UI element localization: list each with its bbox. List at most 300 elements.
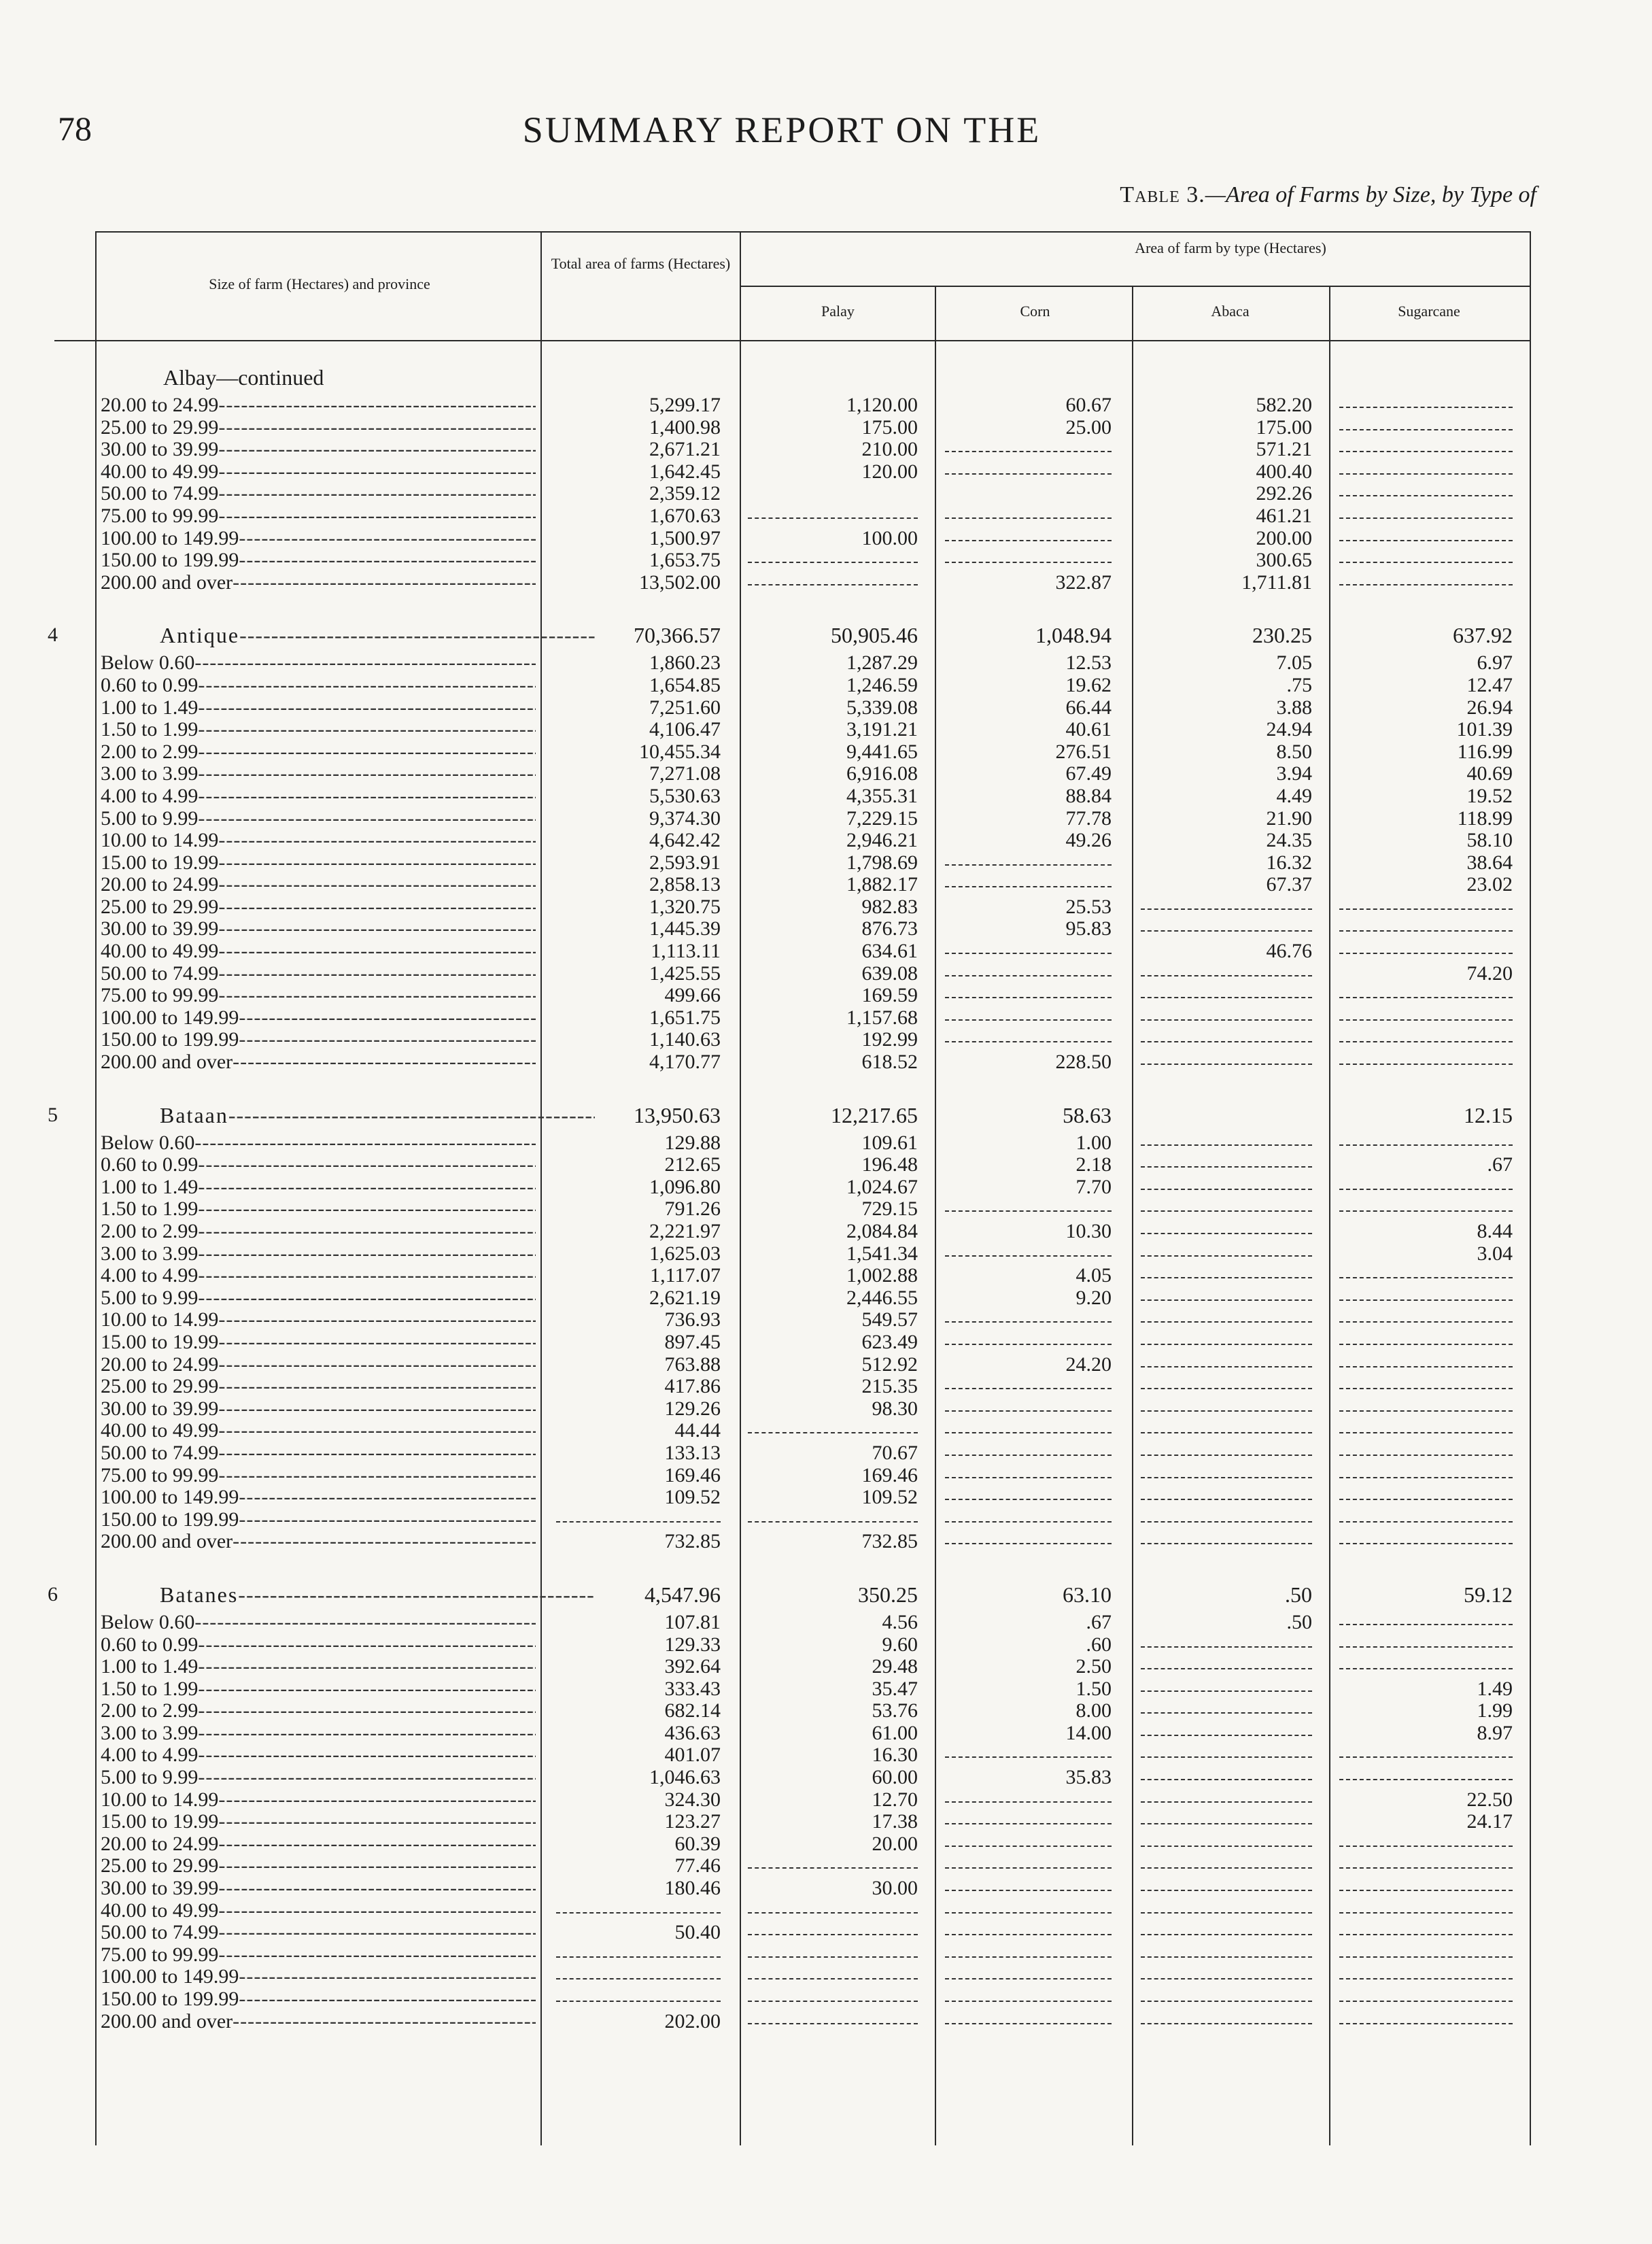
table-row	[0, 1398, 1652, 1421]
empty-cell	[748, 1855, 918, 1869]
empty-cell	[1339, 1634, 1513, 1648]
size-label: Below 0.60 -----	[101, 1612, 536, 1634]
size-label: 100.00 to 149.99 -----	[101, 1966, 536, 1988]
table-row	[0, 1789, 1652, 1812]
cell-abaca: 8.50	[1276, 740, 1312, 763]
empty-cell	[748, 1988, 918, 2002]
cell-sugar: 19.52	[1466, 784, 1513, 807]
cell-abaca: .50	[1285, 1582, 1312, 1607]
empty-cell	[1141, 1744, 1312, 1758]
cell-total: 1,113.11	[651, 940, 721, 963]
cell-total: 4,547.96	[644, 1582, 721, 1607]
cell-palay: 1,120.00	[846, 394, 918, 416]
empty-cell	[945, 1465, 1112, 1478]
cell-palay: 623.49	[861, 1330, 918, 1353]
header-abaca: Abaca	[1211, 303, 1250, 320]
empty-cell	[748, 2011, 918, 2024]
table-row	[0, 1700, 1652, 1722]
table-row	[0, 483, 1652, 505]
table-row	[0, 1944, 1652, 1967]
empty-cell	[1141, 1722, 1312, 1736]
cell-abaca: 7.05	[1276, 651, 1312, 675]
cell-total: 13,502.00	[639, 571, 721, 594]
table-row	[0, 417, 1652, 439]
province-number: 5	[48, 1103, 58, 1126]
table-row	[0, 852, 1652, 874]
cell-total: 129.88	[664, 1131, 721, 1154]
empty-cell	[1339, 1833, 1513, 1847]
cell-corn: 35.83	[1065, 1766, 1112, 1789]
empty-cell	[1141, 1331, 1312, 1345]
empty-cell	[748, 505, 918, 519]
empty-cell	[1141, 1700, 1312, 1714]
empty-cell	[1339, 1198, 1513, 1212]
size-label: 25.00 to 29.99 -----	[101, 1376, 536, 1398]
table-row	[0, 1722, 1652, 1745]
cell-palay: 982.83	[861, 895, 918, 918]
cell-sugar: 12.15	[1464, 1102, 1513, 1127]
empty-cell	[1141, 963, 1312, 976]
cell-abaca: 46.76	[1266, 940, 1312, 963]
empty-cell	[1141, 1900, 1312, 1914]
cell-palay: 70.67	[872, 1441, 918, 1464]
table-row	[0, 1922, 1652, 1944]
cell-palay: 192.99	[861, 1028, 918, 1051]
cell-corn: 24.20	[1065, 1353, 1112, 1376]
cell-total: 1,425.55	[649, 962, 721, 985]
size-label: 50.00 to 74.99 -----	[101, 963, 536, 985]
province-label: Antique -----	[160, 618, 595, 652]
empty-cell	[748, 572, 918, 585]
size-label: 1.50 to 1.99 -----	[101, 1678, 536, 1701]
size-label: 40.00 to 49.99 -----	[101, 940, 536, 963]
size-label: 100.00 to 149.99 -----	[101, 1007, 536, 1030]
cell-sugar: 1.99	[1477, 1699, 1513, 1722]
empty-cell	[1339, 505, 1513, 519]
size-label: 150.00 to 199.99 -----	[101, 1988, 536, 2011]
size-label: 5.00 to 9.99 -----	[101, 1287, 536, 1310]
empty-cell	[945, 1789, 1112, 1803]
cell-sugar: 74.20	[1466, 962, 1513, 985]
cell-palay: 109.61	[861, 1131, 918, 1154]
empty-cell	[1141, 1007, 1312, 1021]
cell-sugar: 8.97	[1477, 1721, 1513, 1744]
empty-cell	[945, 852, 1112, 866]
table-row	[0, 1744, 1652, 1767]
cell-total: 180.46	[664, 1877, 721, 1900]
size-label: 20.00 to 24.99 -----	[101, 394, 536, 417]
empty-cell	[1141, 1988, 1312, 2002]
cell-corn: 4.05	[1075, 1264, 1112, 1287]
empty-cell	[1141, 1420, 1312, 1433]
cell-palay: 169.46	[861, 1463, 918, 1486]
empty-cell	[1141, 918, 1312, 932]
table-row	[0, 1154, 1652, 1176]
cell-palay: 12.70	[872, 1788, 918, 1811]
table-row	[0, 1877, 1652, 1900]
empty-cell	[1141, 1509, 1312, 1523]
empty-cell	[945, 1007, 1112, 1021]
cell-palay: 7,229.15	[846, 806, 918, 830]
cell-corn: 1.00	[1075, 1131, 1112, 1154]
empty-cell	[1339, 2011, 1513, 2024]
cell-sugar: 8.44	[1477, 1220, 1513, 1242]
cell-palay: 30.00	[872, 1877, 918, 1900]
table-row	[0, 785, 1652, 808]
cell-total: 736.93	[664, 1308, 721, 1331]
empty-cell	[1339, 1442, 1513, 1456]
empty-cell	[945, 528, 1112, 541]
cell-corn: 322.87	[1055, 571, 1112, 594]
empty-cell	[1141, 896, 1312, 910]
empty-cell	[1141, 1442, 1312, 1456]
cell-palay: 2,446.55	[846, 1286, 918, 1309]
empty-cell	[945, 1877, 1112, 1891]
empty-cell	[1141, 1051, 1312, 1065]
cell-corn: 7.70	[1075, 1175, 1112, 1198]
cell-total: 109.52	[664, 1486, 721, 1509]
cell-corn: 60.67	[1065, 394, 1112, 416]
cell-sugar: 116.99	[1457, 740, 1513, 763]
size-label: 20.00 to 24.99 -----	[101, 1354, 536, 1376]
cell-total: 44.44	[674, 1419, 721, 1442]
empty-cell	[1339, 1922, 1513, 1935]
row-spacer	[0, 1553, 1652, 1578]
table-row	[0, 1420, 1652, 1442]
size-label: 2.00 to 2.99 -----	[101, 1221, 536, 1243]
cell-total: 417.86	[664, 1375, 721, 1398]
empty-cell	[1339, 1465, 1513, 1478]
cell-corn: 95.83	[1065, 917, 1112, 940]
cell-total: 763.88	[664, 1353, 721, 1376]
cell-abaca: 16.32	[1266, 851, 1312, 874]
cell-palay: 196.48	[861, 1153, 918, 1176]
table-row	[0, 719, 1652, 741]
row-spacer	[0, 594, 1652, 618]
empty-cell	[556, 1509, 721, 1523]
empty-cell	[1339, 483, 1513, 496]
cell-abaca: 461.21	[1256, 504, 1312, 527]
cell-palay: 1,024.67	[846, 1175, 918, 1198]
cell-abaca: 175.00	[1256, 415, 1312, 439]
empty-cell	[1339, 1287, 1513, 1301]
empty-cell	[945, 1243, 1112, 1257]
cell-total: 1,140.63	[649, 1028, 721, 1051]
empty-cell	[1141, 1221, 1312, 1234]
cell-palay: 3,191.21	[846, 718, 918, 741]
cell-corn: 228.50	[1055, 1051, 1112, 1074]
table-row	[0, 1966, 1652, 1988]
cell-palay: 2,946.21	[846, 829, 918, 852]
cell-abaca: 3.94	[1276, 762, 1312, 785]
cell-corn: 19.62	[1065, 673, 1112, 696]
table-row	[0, 1331, 1652, 1354]
cell-total: 50.40	[674, 1921, 721, 1944]
cell-sugar: 26.94	[1466, 696, 1513, 719]
empty-cell	[1339, 1966, 1513, 1979]
empty-cell	[1339, 1309, 1513, 1323]
size-label: 100.00 to 149.99 -----	[101, 1486, 536, 1509]
empty-cell	[945, 1922, 1112, 1935]
empty-cell	[1339, 528, 1513, 541]
table-row	[0, 1051, 1652, 1074]
cell-corn: 10.30	[1065, 1220, 1112, 1242]
cell-abaca: 582.20	[1256, 394, 1312, 416]
cell-total: 129.26	[664, 1397, 721, 1420]
cell-total: 1,400.98	[649, 415, 721, 439]
cell-total: 5,530.63	[649, 784, 721, 807]
cell-abaca: 400.40	[1256, 460, 1312, 483]
cell-palay: 98.30	[872, 1397, 918, 1420]
cell-total: 1,096.80	[649, 1175, 721, 1198]
empty-cell	[945, 1833, 1112, 1847]
cell-sugar: 118.99	[1457, 806, 1513, 830]
cell-total: 10,455.34	[639, 740, 721, 763]
province-row	[0, 1578, 1652, 1612]
cell-total: 9,374.30	[649, 806, 721, 830]
table-row	[0, 1678, 1652, 1701]
empty-cell	[556, 1900, 721, 1914]
cell-abaca: 3.88	[1276, 696, 1312, 719]
table-row	[0, 896, 1652, 919]
empty-cell	[556, 1988, 721, 2002]
cell-total: 392.64	[664, 1655, 721, 1678]
cell-palay: 9.60	[882, 1633, 918, 1656]
cell-sugar: 23.02	[1466, 873, 1513, 896]
empty-cell	[1141, 1029, 1312, 1042]
cell-total: 70,366.57	[634, 623, 721, 648]
empty-cell	[945, 940, 1112, 954]
size-label: 4.00 to 4.99 -----	[101, 1265, 536, 1287]
cell-palay: 210.00	[861, 438, 918, 461]
cell-total: 1,654.85	[649, 673, 721, 696]
table-row	[0, 1354, 1652, 1376]
empty-cell	[748, 549, 918, 563]
empty-cell	[1339, 1007, 1513, 1021]
cell-total: 1,046.63	[649, 1766, 721, 1789]
header-by-type: Area of farm by type (Hectares)	[1135, 239, 1326, 256]
empty-cell	[1141, 1198, 1312, 1212]
empty-cell	[1339, 439, 1513, 452]
empty-cell	[556, 1944, 721, 1958]
cell-total: 732.85	[664, 1530, 721, 1553]
table-row	[0, 394, 1652, 417]
empty-cell	[945, 1944, 1112, 1958]
cell-palay: 17.38	[872, 1810, 918, 1833]
cell-palay: 61.00	[872, 1721, 918, 1744]
cell-palay: 175.00	[861, 415, 918, 439]
table-row	[0, 963, 1652, 985]
cell-sugar: 6.97	[1477, 651, 1513, 675]
empty-cell	[1141, 1354, 1312, 1367]
cell-abaca: 230.25	[1252, 623, 1312, 648]
empty-cell	[1339, 1132, 1513, 1146]
empty-cell	[1141, 1656, 1312, 1669]
size-label: 2.00 to 2.99 -----	[101, 741, 536, 764]
cell-sugar: 1.49	[1477, 1677, 1513, 1700]
province-row	[0, 1098, 1652, 1132]
size-label: 30.00 to 39.99 -----	[101, 918, 536, 940]
size-label: 1.50 to 1.99 -----	[101, 1198, 536, 1221]
empty-cell	[1141, 1811, 1312, 1824]
size-label: 20.00 to 24.99 -----	[101, 874, 536, 896]
empty-cell	[945, 1309, 1112, 1323]
cell-abaca: .50	[1286, 1610, 1312, 1633]
empty-cell	[945, 2011, 1112, 2024]
cell-corn: .60	[1086, 1633, 1112, 1656]
table-row	[0, 1221, 1652, 1243]
size-label: 1.00 to 1.49 -----	[101, 1656, 536, 1678]
empty-cell	[1141, 1398, 1312, 1412]
empty-cell	[945, 1331, 1112, 1345]
size-label: Below 0.60 -----	[101, 1132, 536, 1155]
empty-cell	[945, 505, 1112, 519]
empty-cell	[1339, 985, 1513, 998]
empty-cell	[945, 1420, 1112, 1433]
cell-corn: 9.20	[1075, 1286, 1112, 1309]
size-label: Below 0.60 -----	[101, 652, 536, 675]
table-row	[0, 918, 1652, 940]
table-row	[0, 1612, 1652, 1634]
empty-cell	[556, 1966, 721, 1979]
table-row	[0, 505, 1652, 528]
cell-abaca: 300.65	[1256, 549, 1312, 572]
cell-total: 7,271.08	[649, 762, 721, 785]
size-label: 0.60 to 0.99 -----	[101, 1634, 536, 1656]
cell-abaca: 21.90	[1266, 806, 1312, 830]
empty-cell	[1141, 1132, 1312, 1146]
size-label: 1.00 to 1.49 -----	[101, 697, 536, 719]
empty-cell	[748, 1944, 918, 1958]
cell-palay: 732.85	[861, 1530, 918, 1553]
cell-total: 1,117.07	[650, 1264, 721, 1287]
size-label: 150.00 to 199.99 -----	[101, 1509, 536, 1531]
cell-total: 129.33	[664, 1633, 721, 1656]
size-label: 30.00 to 39.99 -----	[101, 1398, 536, 1421]
size-label: 25.00 to 29.99 -----	[101, 417, 536, 439]
empty-cell	[1141, 2011, 1312, 2024]
cell-palay: 639.08	[861, 962, 918, 985]
empty-cell	[945, 461, 1112, 475]
table-row	[0, 549, 1652, 572]
cell-abaca: 24.35	[1266, 829, 1312, 852]
empty-cell	[1339, 1176, 1513, 1190]
cell-corn: 12.53	[1065, 651, 1112, 675]
size-label: 75.00 to 99.99 -----	[101, 1944, 536, 1967]
cell-total: 2,221.97	[649, 1220, 721, 1242]
table-row	[0, 1007, 1652, 1030]
empty-cell	[945, 1531, 1112, 1544]
cell-total: 13,950.63	[634, 1102, 721, 1127]
empty-cell	[945, 985, 1112, 998]
cell-corn: .67	[1086, 1610, 1112, 1633]
empty-cell	[1339, 572, 1513, 585]
size-label: 75.00 to 99.99 -----	[101, 505, 536, 528]
size-label: 50.00 to 74.99 -----	[101, 1442, 536, 1465]
cell-total: 1,642.45	[649, 460, 721, 483]
empty-cell	[1339, 896, 1513, 910]
size-label: 3.00 to 3.99 -----	[101, 763, 536, 785]
cell-palay: 9,441.65	[846, 740, 918, 763]
cell-total: 123.27	[664, 1810, 721, 1833]
cell-corn: 25.53	[1065, 895, 1112, 918]
cell-palay: 2,084.84	[846, 1220, 918, 1242]
cell-total: 1,320.75	[649, 895, 721, 918]
size-label: 40.00 to 49.99 -----	[101, 1900, 536, 1922]
province-number: 4	[48, 624, 58, 647]
empty-cell	[1339, 1612, 1513, 1625]
cell-total: 77.46	[674, 1854, 721, 1877]
empty-cell	[1339, 1354, 1513, 1367]
table-row	[0, 1988, 1652, 2011]
size-label: 30.00 to 39.99 -----	[101, 439, 536, 461]
cell-sugar: 38.64	[1466, 851, 1513, 874]
cell-palay: 5,339.08	[846, 696, 918, 719]
table-row	[0, 1634, 1652, 1656]
cell-palay: 53.76	[872, 1699, 918, 1722]
size-label: 1.50 to 1.99 -----	[101, 719, 536, 741]
cell-corn: 49.26	[1065, 829, 1112, 852]
empty-cell	[1141, 1531, 1312, 1544]
cell-total: 212.65	[664, 1153, 721, 1176]
header-subrule	[740, 286, 1530, 287]
empty-cell	[1339, 1877, 1513, 1891]
cell-palay: 12,217.65	[831, 1102, 918, 1127]
empty-cell	[1339, 1900, 1513, 1914]
cell-total: 1,500.97	[649, 526, 721, 549]
empty-cell	[1339, 1767, 1513, 1780]
size-label: 200.00 and over -----	[101, 2011, 536, 2033]
cell-sugar: 101.39	[1456, 718, 1513, 741]
size-label: 10.00 to 14.99 -----	[101, 830, 536, 852]
table-row	[0, 830, 1652, 852]
cell-corn: 2.18	[1075, 1153, 1112, 1176]
cell-total: 2,359.12	[649, 482, 721, 505]
cell-sugar: 637.92	[1453, 623, 1513, 648]
cell-corn: 14.00	[1065, 1721, 1112, 1744]
cell-corn: 77.78	[1065, 806, 1112, 830]
empty-cell	[945, 1988, 1112, 2002]
empty-cell	[1141, 1376, 1312, 1389]
table-row	[0, 697, 1652, 719]
cell-total: 4,106.47	[649, 718, 721, 741]
empty-cell	[1339, 417, 1513, 430]
row-spacer	[0, 1074, 1652, 1098]
cell-sugar: 22.50	[1466, 1788, 1513, 1811]
cell-palay: 60.00	[872, 1766, 918, 1789]
empty-cell	[1141, 1922, 1312, 1935]
size-label: 50.00 to 74.99 -----	[101, 1922, 536, 1944]
cell-palay: 4,355.31	[846, 784, 918, 807]
cell-total: 682.14	[664, 1699, 721, 1722]
header-sugarcane: Sugarcane	[1398, 303, 1460, 320]
empty-cell	[1339, 1398, 1513, 1412]
empty-cell	[945, 1811, 1112, 1824]
cell-corn: 40.61	[1065, 718, 1112, 741]
cell-sugar: 59.12	[1464, 1582, 1513, 1607]
empty-cell	[945, 1442, 1112, 1456]
empty-cell	[1339, 1988, 1513, 2002]
header-palay: Palay	[821, 303, 855, 320]
cell-total: 7,251.60	[649, 696, 721, 719]
cell-total: 1,670.63	[649, 504, 721, 527]
table-row	[0, 1811, 1652, 1833]
cell-palay: 169.59	[861, 984, 918, 1007]
cell-abaca: 4.49	[1276, 784, 1312, 807]
cell-palay: 20.00	[872, 1832, 918, 1855]
cell-total: 436.63	[664, 1721, 721, 1744]
cell-palay: 29.48	[872, 1655, 918, 1678]
